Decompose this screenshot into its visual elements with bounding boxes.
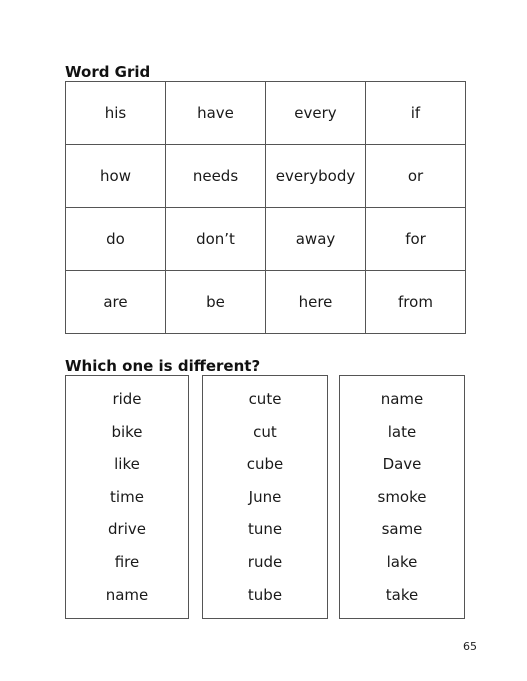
word-grid-table <box>65 81 466 334</box>
list-item: lake <box>386 552 418 571</box>
list-item: like <box>114 455 140 474</box>
grid-cell: his <box>66 82 166 145</box>
page-number: 65 <box>463 640 477 653</box>
list-item: same <box>381 520 423 539</box>
list-item: ride <box>112 390 142 408</box>
grid-cell: if <box>366 82 466 145</box>
list-item: drive <box>108 520 146 539</box>
list-item: smoke <box>377 487 427 506</box>
list-item: bike <box>111 422 143 441</box>
grid-cell: here <box>266 271 366 334</box>
grid-cell: have <box>166 82 266 145</box>
grid-cell: for <box>366 208 466 271</box>
grid-cell: are <box>66 271 166 334</box>
list-item: tune <box>247 520 283 539</box>
which-different-title: Which one is different? <box>65 357 261 375</box>
list-item: June <box>248 487 282 506</box>
word-list-box <box>65 375 189 619</box>
list-item: rude <box>247 552 283 571</box>
list-item: Dave <box>382 455 422 474</box>
grid-cell: don’t <box>166 208 266 271</box>
word-list-box <box>339 375 465 619</box>
word-list-box <box>202 375 328 619</box>
grid-cell: be <box>166 271 266 334</box>
list-item: take <box>385 585 419 604</box>
list-item: cut <box>253 422 277 441</box>
list-item: late <box>387 422 417 441</box>
list-item: name <box>380 390 424 408</box>
list-item: tube <box>247 585 283 604</box>
word-grid-title: Word Grid <box>65 63 151 81</box>
list-item: cute <box>248 390 282 408</box>
grid-cell: needs <box>166 145 266 208</box>
list-item: time <box>110 487 144 506</box>
grid-cell: or <box>366 145 466 208</box>
grid-cell: every <box>266 82 366 145</box>
list-item: cube <box>246 455 284 474</box>
grid-cell: from <box>366 271 466 334</box>
grid-cell: everybody <box>266 145 366 208</box>
list-item: name <box>105 585 149 604</box>
grid-cell: how <box>66 145 166 208</box>
grid-cell: away <box>266 208 366 271</box>
list-item: fire <box>114 552 140 571</box>
grid-cell: do <box>66 208 166 271</box>
